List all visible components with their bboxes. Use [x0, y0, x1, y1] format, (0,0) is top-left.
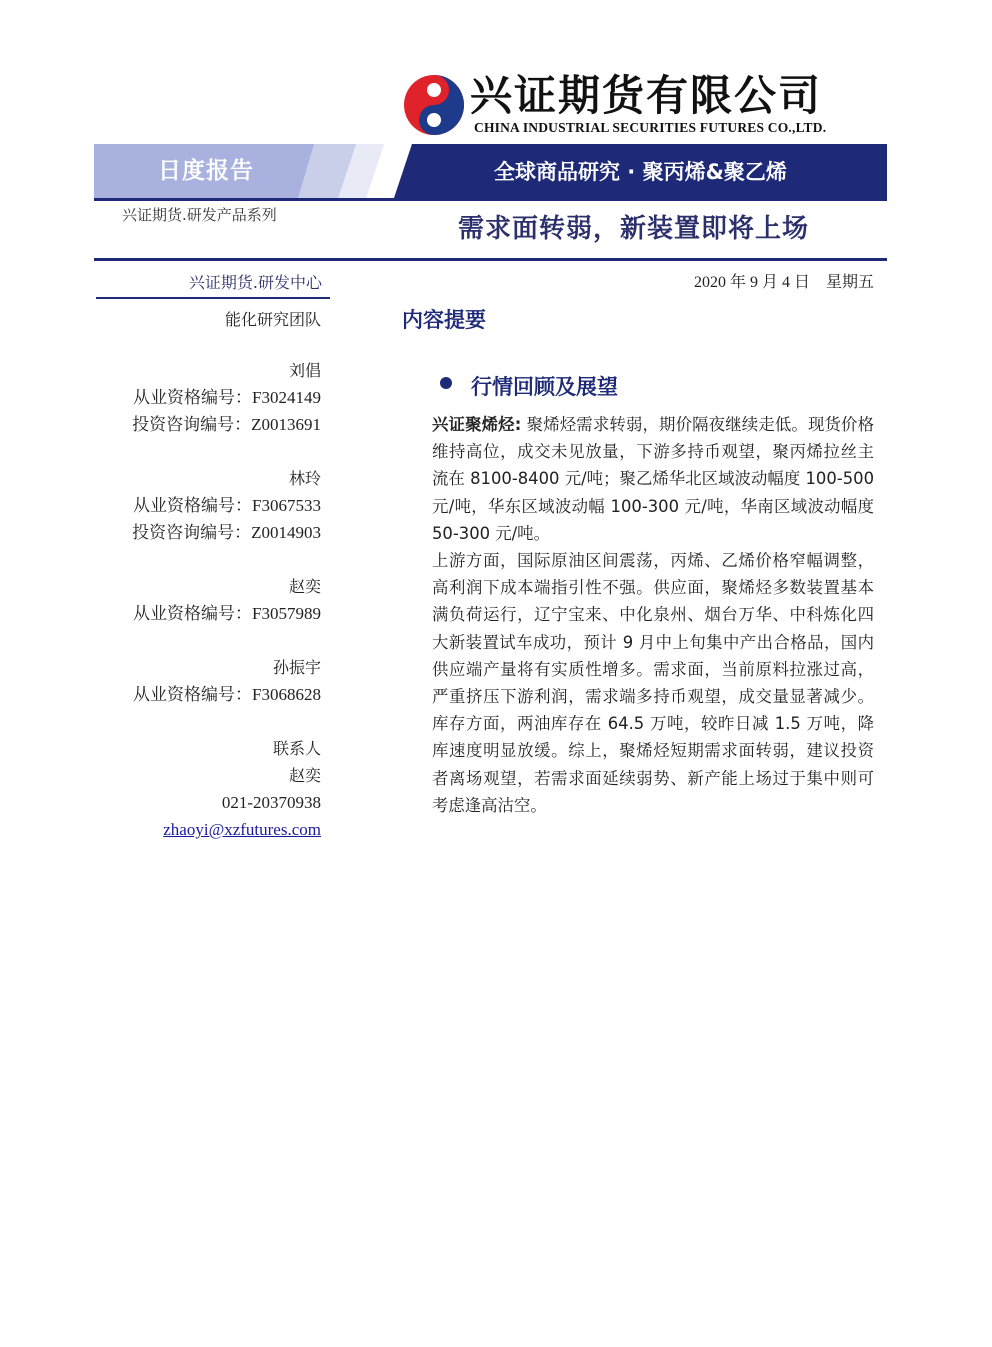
analyst-block — [96, 654, 330, 708]
analyst-name: 孙振宇 — [272, 658, 321, 677]
analyst-block — [96, 357, 330, 438]
contact-label: 联系人 — [272, 739, 321, 758]
company-name-cn: 兴证期货有限公司 — [470, 71, 823, 120]
header-divider — [94, 258, 887, 261]
analyst-block — [96, 573, 330, 627]
report-headline: 需求面转弱，新装置即将上场 — [458, 214, 810, 244]
analyst-license: 投资咨询编号：Z0014903 — [132, 523, 321, 542]
analyst-license: 从业资格编号：F3068628 — [133, 685, 321, 704]
analyst-license: 从业资格编号：F3057989 — [133, 604, 321, 623]
bullet-icon — [440, 377, 452, 389]
banner-underline — [94, 198, 887, 201]
company-name-en: CHINA INDUSTRIAL SECURITIES FUTURES CO.,LTD. — [474, 120, 827, 135]
analyst-name: 赵奕 — [288, 577, 321, 596]
report-type-label: 日度报告 — [158, 158, 254, 184]
section-title: 内容提要 — [402, 308, 486, 332]
contact-block — [96, 735, 330, 843]
research-team: 能化研究团队 — [224, 310, 321, 329]
series-subtitle: 兴证期货.研发产品系列 — [122, 206, 277, 224]
contact-email-link[interactable]: zhaoyi@xzfutures.com — [163, 820, 321, 839]
sidebar — [96, 270, 330, 843]
summary-paragraph: 上游方面，国际原油区间震荡，丙烯、乙烯价格窄幅调整，高利润下成本端指引性不强。供应面，聚烯烃多数装置基本满负荷运行，辽宁宝来、中化泉州、烟台万华、中科炼化四大新装置试车成功，预计 9 月中上旬集中产出合格品，国内供应端产量将有实质性增多。需求面，当前原料拉涨过高，严重挤压下游利润，需求端多持币观望，成交量显著减少。库存方面，两油库存在 64.5 万吨，较昨日减 1.5 万吨，降库速度明显放缓。综上，聚烯烃短期需求面转弱，建议投资者离场观望，若需求面延续弱势、新产能上场过于集中则可考虑逢高沽空。 — [432, 551, 874, 815]
contact-phone: 021-20370938 — [221, 793, 321, 812]
subsection-title: 行情回顾及展望 — [471, 375, 618, 399]
analyst-license: 投资咨询编号：Z0013691 — [132, 415, 321, 434]
report-date: 2020 年 9 月 4 日 星期五 — [693, 274, 874, 291]
analyst-license: 从业资格编号：F3067533 — [133, 496, 321, 515]
paragraph-text: 聚烯烃需求转弱，期价隔夜继续走低。现货价格维持高位，成交未见放量，下游多持币观望，聚丙烯拉丝主流在 8100-8400 元/吨；聚乙烯华北区域波动幅度 100-500 元/吨，华东区域波动幅 100-300 元/吨，华南区域波动幅度 50-300 元/吨。 — [432, 415, 874, 543]
analyst-name: 刘倡 — [288, 361, 321, 380]
series-title: 全球商品研究 · 聚丙烯&聚乙烯 — [494, 160, 787, 184]
summary-body — [432, 411, 874, 819]
analyst-name: 林玲 — [288, 469, 321, 488]
summary-paragraph — [432, 411, 874, 547]
contact-name: 赵奕 — [288, 766, 321, 785]
analyst-license: 从业资格编号：F3024149 — [133, 388, 321, 407]
analyst-block — [96, 465, 330, 546]
research-center: 兴证期货.研发中心 — [96, 270, 330, 299]
paragraph-lead: 兴证聚烯烃: — [432, 415, 522, 434]
